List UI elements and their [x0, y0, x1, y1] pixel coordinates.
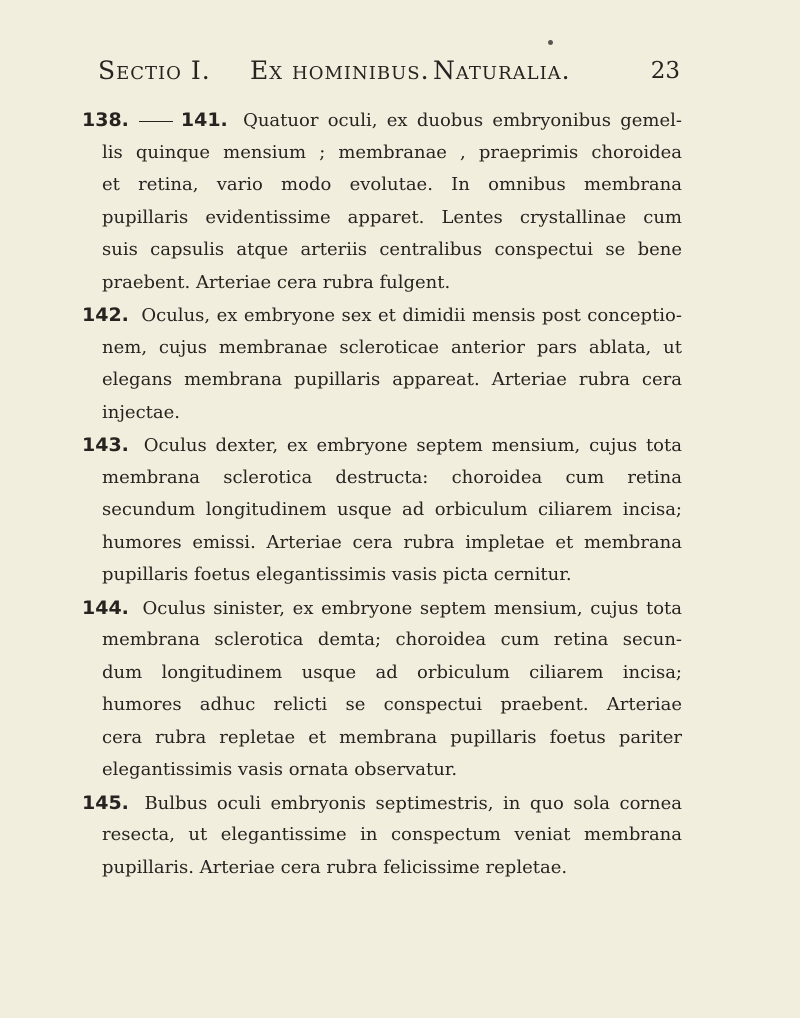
header-ex-hominibus: Ex hominibus.: [250, 56, 430, 85]
range-dash: [139, 121, 173, 122]
text-line: pupillaris evidentissime apparet. Lentes crystallinae cum: [102, 206, 682, 228]
entry-number: 144.: [82, 596, 129, 619]
line-text: Oculus dexter, ex embryone septem mensium, cujus tota: [143, 435, 682, 456]
text-line: humores emissi. Arteriae cera rubra impletae et membrana: [102, 531, 682, 553]
text-line: dum longitudinem usque ad orbiculum ciliarem incisa;: [102, 661, 682, 683]
text-line: pupillaris. Arteriae cera rubra felicissime repletae.: [102, 856, 568, 878]
entry-number: 138.: [82, 109, 129, 131]
text-line: nem, cujus membranae scleroticae anterior pars ablata, ut: [102, 336, 682, 358]
entry-138-141: [82, 104, 682, 299]
page-number: 23: [650, 58, 680, 84]
text-line: [82, 429, 682, 462]
entry-number: 143.: [82, 434, 129, 456]
text-line: membrana sclerotica destructa: choroidea cum retina: [102, 466, 682, 488]
line-text: Oculus sinister, ex embryone septem mensium, cujus tota: [142, 597, 682, 619]
line-text: Bulbus oculi embryonis septimestris, in quo sola cornea: [144, 792, 682, 814]
text-line: secundum longitudinem usque ad orbiculum ciliarem incisa;: [102, 499, 682, 520]
text-line: cera rubra repletae et membrana pupillaris foetus pariter: [102, 726, 682, 748]
header-section: Sectio I.: [98, 56, 211, 85]
text-line: lis quinque mensium ; membranae , praeprimis choroidea: [102, 141, 682, 163]
text-line: suis capsulis atque arteriis centralibus conspectui se bene: [102, 239, 682, 260]
catalogue-text: [82, 104, 682, 884]
print-speck: [548, 40, 553, 45]
text-line: pupillaris foetus elegantissimis vasis picta cernitur.: [102, 564, 572, 585]
running-header: [98, 56, 680, 96]
entry-number: 141.: [180, 109, 228, 131]
text-line: et retina, vario modo evolutae. In omnibus membrana: [102, 174, 682, 195]
text-line: [82, 299, 682, 332]
line-text: Oculus, ex embryone sex et dimidii mensis post conceptio-: [141, 305, 682, 326]
text-line: membrana sclerotica demta; choroidea cum retina secun-: [102, 629, 682, 650]
header-naturalia: Naturalia.: [433, 56, 571, 85]
text-line: elegans membrana pupillaris appareat. Arteriae rubra cera: [102, 369, 682, 390]
text-line: [82, 787, 682, 820]
text-line: injectae.: [102, 401, 181, 423]
text-line: elegantissimis vasis ornata observatur.: [102, 759, 458, 780]
text-line: praebent. Arteriae cera rubra fulgent.: [102, 271, 451, 293]
entry-144: [82, 592, 682, 787]
text-line: humores adhuc relicti se conspectui praebent. Arteriae: [102, 694, 682, 715]
text-line: [82, 592, 682, 625]
text-line: [82, 104, 682, 137]
line-text: Quatuor oculi, ex duobus embryonibus gemel-: [243, 110, 682, 131]
entry-143: [82, 429, 682, 592]
text-line: resecta, ut elegantissime in conspectum veniat membrana: [102, 824, 682, 845]
entry-145: [82, 787, 682, 885]
entry-number: 145.: [82, 791, 129, 814]
entry-number: 142.: [82, 304, 129, 326]
entry-142: [82, 299, 682, 429]
